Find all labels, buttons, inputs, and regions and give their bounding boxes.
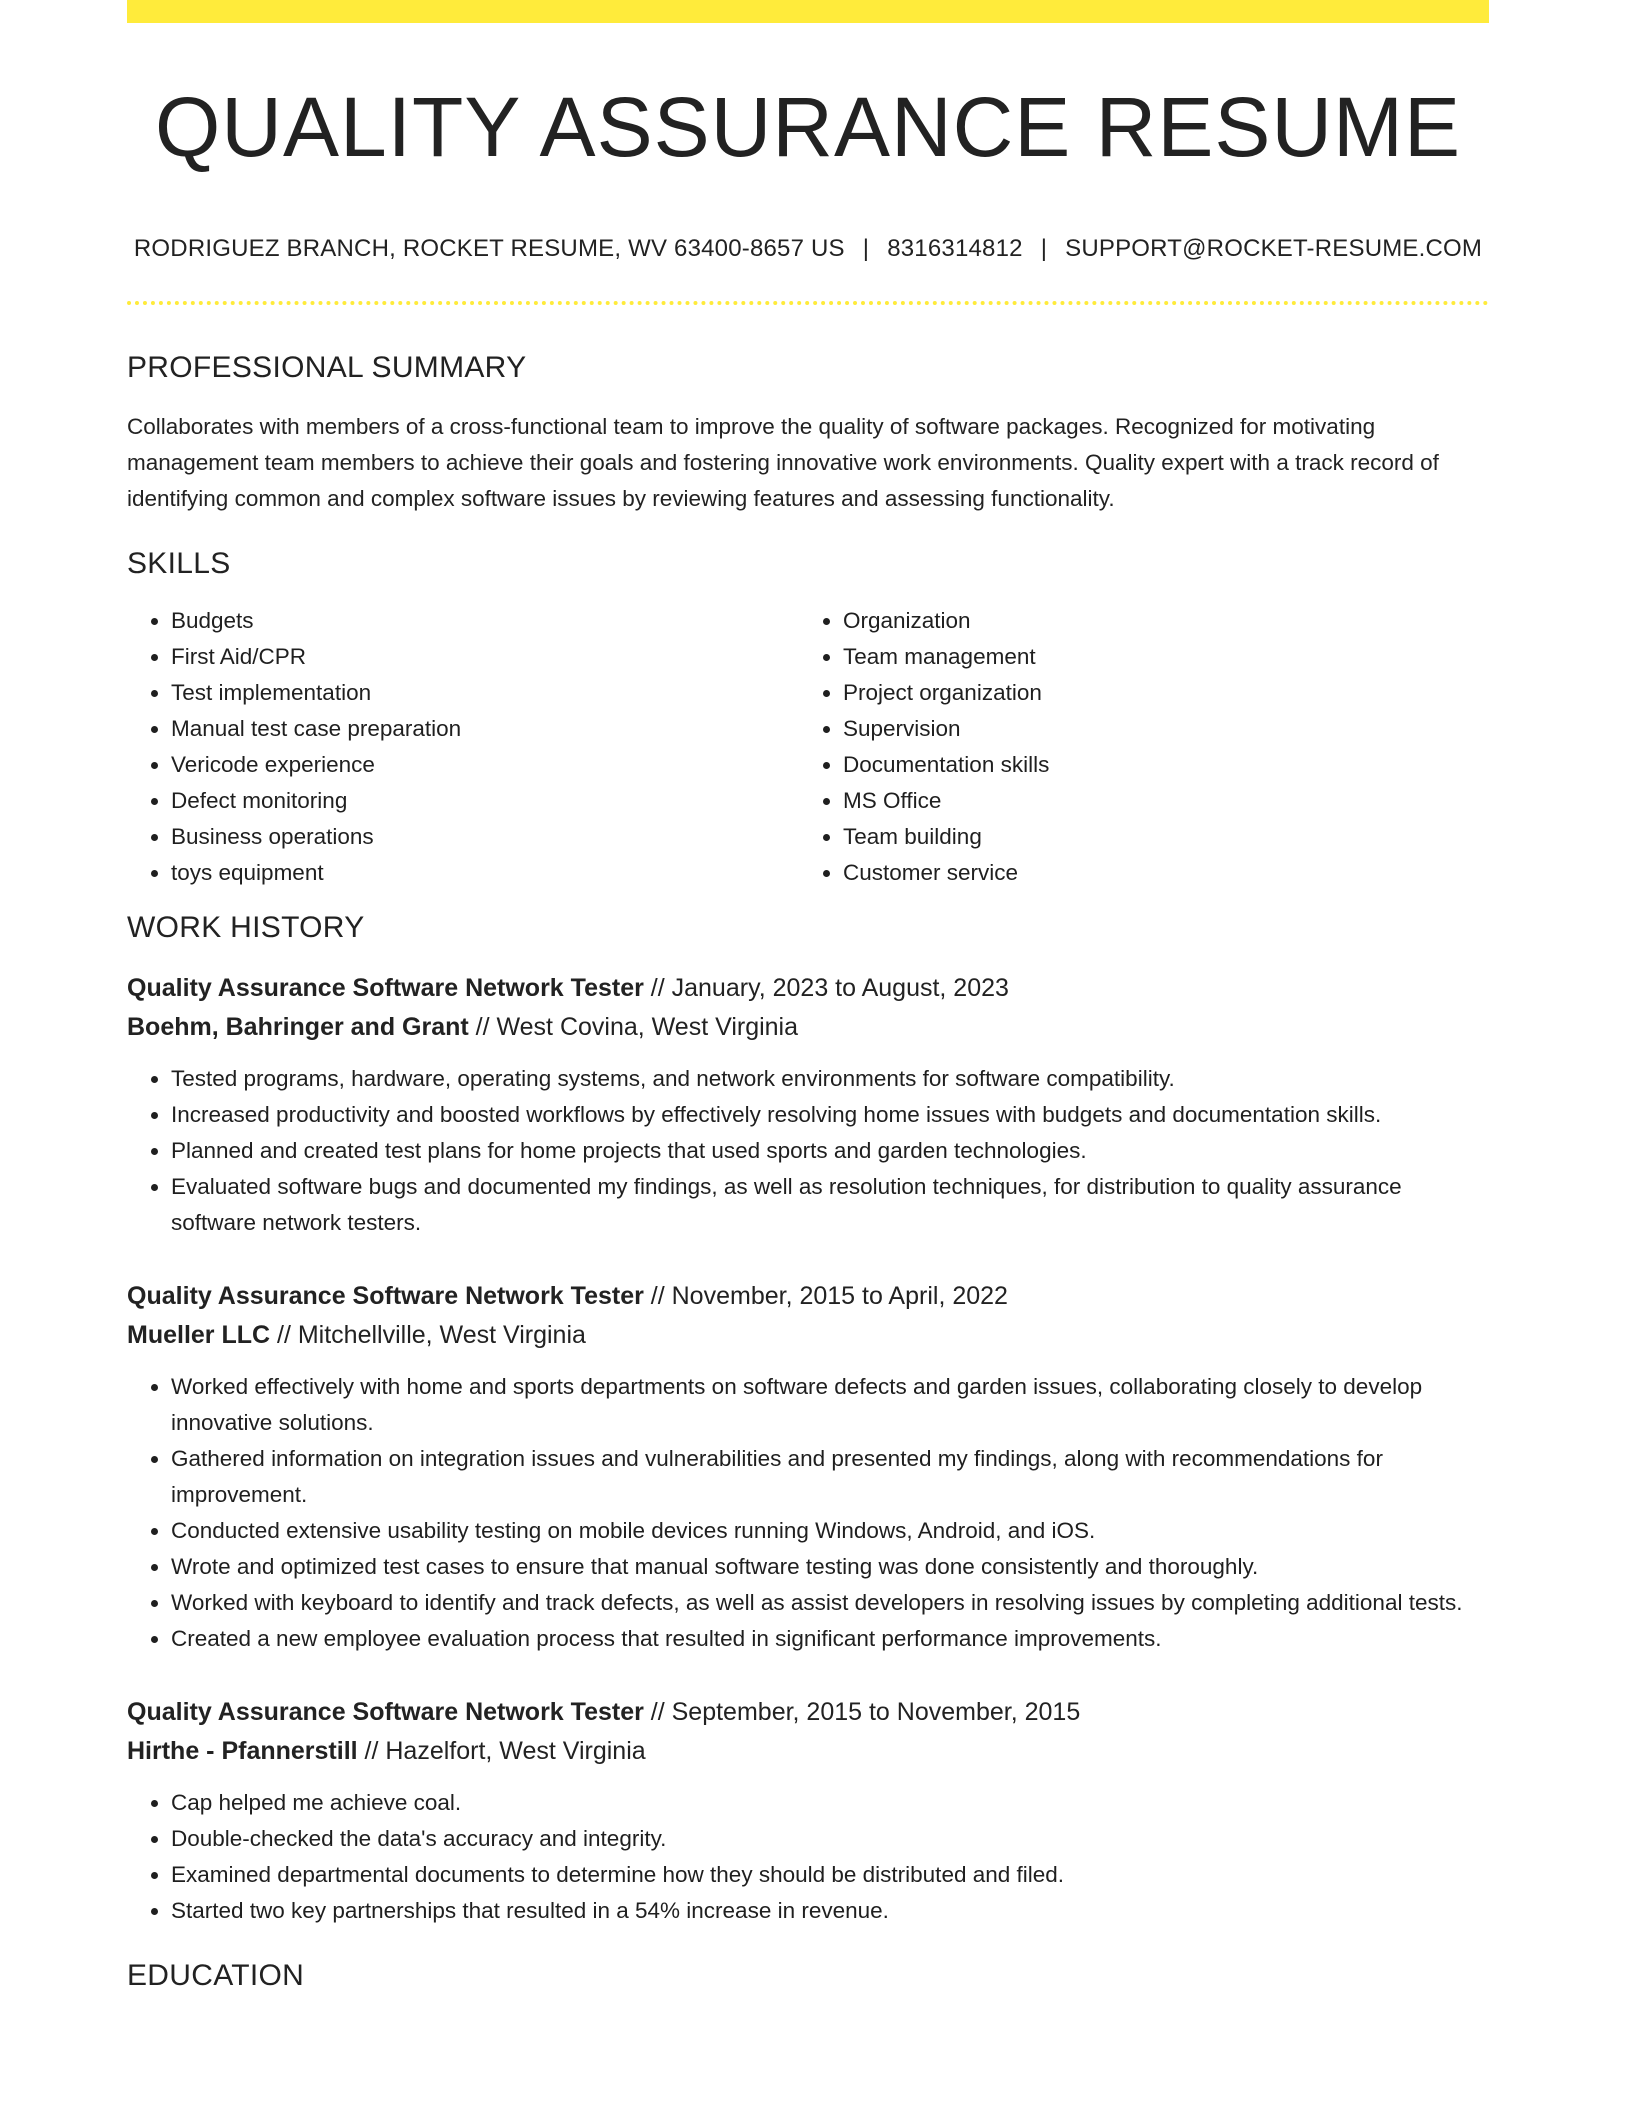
job-company: Mueller LLC xyxy=(127,1321,271,1349)
contact-address: RODRIGUEZ BRANCH, ROCKET RESUME, WV 63400-8657 US xyxy=(133,235,845,262)
job-bullet: • Planned and created test plans for home projects that used sports and garden technologies. xyxy=(171,1133,1489,1169)
job-bullet: • Started two key partnerships that resulted in a 54% increase in revenue. xyxy=(171,1893,1489,1929)
job-dates: // November, 2015 to April, 2022 xyxy=(643,1282,1008,1310)
skills-list-right xyxy=(799,603,1471,891)
education-section xyxy=(127,1959,1489,1993)
job-bullet: • Examined departmental documents to determine how they should be distributed and filed. xyxy=(171,1857,1489,1893)
skills-list-left xyxy=(127,603,799,891)
job-bullet: • Evaluated software bugs and documented my findings, as well as resolution techniques, for distribution to quality assurance software network testers. xyxy=(171,1169,1489,1241)
contact-phone: 8316314812 xyxy=(887,235,1023,262)
summary-heading: PROFESSIONAL SUMMARY xyxy=(127,351,527,384)
job-company: Hirthe - Pfannerstill xyxy=(127,1737,358,1765)
contact-email: SUPPORT@ROCKET-RESUME.COM xyxy=(1065,235,1483,262)
skill-item: • Organization xyxy=(843,603,1471,639)
job-location: // Mitchellville, West Virginia xyxy=(270,1321,586,1349)
job-title: Quality Assurance Software Network Tester xyxy=(127,1698,644,1726)
job-company-line xyxy=(127,1316,1489,1355)
job-bullets xyxy=(127,1785,1489,1929)
job-bullet: • Created a new employee evaluation process that resulted in significant performance improvements. xyxy=(171,1621,1489,1657)
skill-item: • Manual test case preparation xyxy=(171,711,799,747)
dotted-divider xyxy=(127,301,1489,305)
skill-item: • Test implementation xyxy=(171,675,799,711)
skill-item: • Supervision xyxy=(843,711,1471,747)
contact-separator: | xyxy=(862,235,870,262)
contact-line xyxy=(127,235,1489,263)
job-entry xyxy=(127,1277,1489,1657)
job-bullet: • Gathered information on integration issues and vulnerabilities and presented my findings, along with recommendations for improvement. xyxy=(171,1441,1489,1513)
skills-section xyxy=(127,547,1489,891)
skill-item: • Customer service xyxy=(843,855,1471,891)
job-title-line xyxy=(127,969,1489,1008)
job-bullet: • Worked effectively with home and sports departments on software defects and garden issues, collaborating closely to develop innovative solutions. xyxy=(171,1369,1489,1441)
job-title-line xyxy=(127,1693,1489,1732)
skill-item: • Budgets xyxy=(171,603,799,639)
skill-item: • Documentation skills xyxy=(843,747,1471,783)
job-bullet: • Double-checked the data's accuracy and integrity. xyxy=(171,1821,1489,1857)
job-title-line xyxy=(127,1277,1489,1316)
job-dates: // September, 2015 to November, 2015 xyxy=(643,1698,1081,1726)
work-history-section xyxy=(127,911,1489,1929)
skills-columns xyxy=(127,603,1489,891)
education-heading: EDUCATION xyxy=(127,1959,305,1992)
job-location: // Hazelfort, West Virginia xyxy=(357,1737,646,1765)
job-bullet: • Wrote and optimized test cases to ensure that manual software testing was done consistently and thoroughly. xyxy=(171,1549,1489,1585)
summary-section xyxy=(127,351,1489,517)
job-bullet: • Tested programs, hardware, operating systems, and network environments for software compatibility. xyxy=(171,1061,1489,1097)
accent-top-bar xyxy=(127,0,1489,23)
skills-heading: SKILLS xyxy=(127,547,231,580)
contact-separator: | xyxy=(1040,235,1048,262)
job-location: // West Covina, West Virginia xyxy=(468,1013,799,1041)
job-bullet: • Increased productivity and boosted workflows by effectively resolving home issues with budgets and documentation skills. xyxy=(171,1097,1489,1133)
work-history-heading: WORK HISTORY xyxy=(127,911,365,944)
resume-page xyxy=(127,0,1489,1993)
job-title: Quality Assurance Software Network Tester xyxy=(127,974,644,1002)
jobs-list xyxy=(127,969,1489,1929)
job-entry xyxy=(127,969,1489,1241)
skill-item: • Vericode experience xyxy=(171,747,799,783)
skill-item: • First Aid/CPR xyxy=(171,639,799,675)
job-entry xyxy=(127,1693,1489,1929)
skill-item: • Defect monitoring xyxy=(171,783,799,819)
skill-item: • Business operations xyxy=(171,819,799,855)
job-bullet: • Cap helped me achieve coal. xyxy=(171,1785,1489,1821)
job-company-line xyxy=(127,1008,1489,1047)
skill-item: • Team management xyxy=(843,639,1471,675)
job-title: Quality Assurance Software Network Tester xyxy=(127,1282,644,1310)
job-bullets xyxy=(127,1061,1489,1241)
summary-text: Collaborates with members of a cross-functional team to improve the quality of software packages. Recognized for motivating management team members to achieve their goals and fostering innovative work environments. Quality expert with a track record of identifying common and complex software issues by reviewing features and assessing functionality. xyxy=(127,414,1439,511)
skill-item: • toys equipment xyxy=(171,855,799,891)
skill-item: • Team building xyxy=(843,819,1471,855)
job-dates: // January, 2023 to August, 2023 xyxy=(643,974,1009,1002)
job-bullets xyxy=(127,1369,1489,1657)
job-company-line xyxy=(127,1732,1489,1771)
job-company: Boehm, Bahringer and Grant xyxy=(127,1013,469,1041)
skill-item: • Project organization xyxy=(843,675,1471,711)
job-bullet: • Worked with keyboard to identify and track defects, as well as assist developers in resolving issues by completing additional tests. xyxy=(171,1585,1489,1621)
resume-title: QUALITY ASSURANCE RESUME xyxy=(154,80,1462,174)
skill-item: • MS Office xyxy=(843,783,1471,819)
job-bullet: • Conducted extensive usability testing on mobile devices running Windows, Android, and iOS. xyxy=(171,1513,1489,1549)
